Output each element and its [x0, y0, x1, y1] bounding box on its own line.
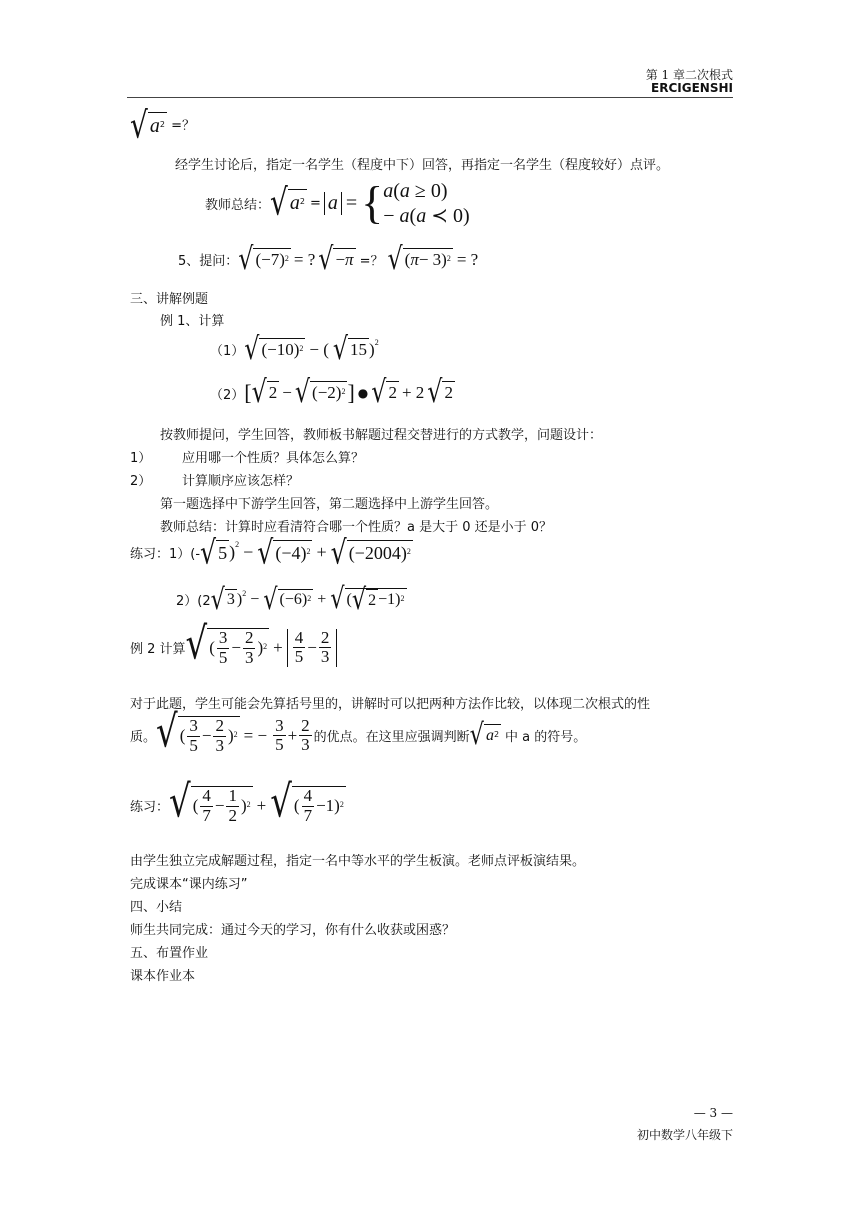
section-4: 四、小结: [130, 900, 183, 915]
question-2-num: 2）: [130, 474, 152, 489]
q5-eq: =？: [359, 254, 384, 270]
question-1: 应用哪一个性质？具体怎么算？: [182, 451, 365, 466]
independent-line: 由学生独立完成解题过程，指定一名中等水平的学生板演。老师点评板演结果。: [130, 854, 586, 869]
practice-1-2: 2）(2 √ 3 )$^2$ − √ (−6) 2 + √ ( √ 2 −1) 2: [176, 581, 405, 617]
select-line: 第一题选择中下游学生回答，第二题选择中上游学生回答。: [160, 497, 499, 512]
header-pinyin: ERCIGENSHI: [651, 81, 733, 95]
summary-2: 教师总结：计算时应看清符合哪一个性质？a 是大于 0 还是小于 0？: [160, 520, 553, 535]
section-5: 五、布置作业: [130, 946, 209, 961]
section-3: 三、讲解例题: [130, 292, 209, 307]
practice-1: 练习：1）(- √ 5 )$^2$ − √ (−4) 2 + √ (−2004) 2: [130, 533, 411, 572]
formula-sqrt-a2: √ a 2 =？: [130, 103, 195, 147]
example-1-item-1: （1） √ (−10) 2 − ( √ 15 )$^2$: [210, 330, 379, 367]
footer-book: 初中数学八年级下: [636, 1128, 733, 1142]
practice1-2-label: 2）(2: [176, 594, 211, 610]
teacher-summary: 教师总结： √ a 2 = a = { a(a ≥ 0) − a(a ≺ 0): [205, 177, 470, 228]
q5-label: 5、提问：: [178, 254, 239, 270]
practice-2: 练习： √ ( $\frac{4}{7}$ − $\frac{1}{2}$ ) 2 + √ ( $\frac{4}{7}$ −1) 2: [130, 776, 344, 829]
practice2-label: 练习：: [130, 800, 170, 816]
teacher-summary-label: 教师总结：: [205, 197, 271, 213]
page-number: — 3 —: [693, 1106, 733, 1120]
example-1-item-2: （2） [ √ 2 − √ (−2) 2 ] ● √ 2 + 2 √ 2: [210, 373, 453, 411]
ex2-text-2: 质。 √ ( $\frac{3}{5}$ − $\frac{2}{3}$ ) 2 = − $\frac{3}{5}$ + $\frac{2}{3}$ 的优点。在这里应强调判断 √ a 2 中 a 的符号。: [130, 706, 587, 759]
header-chapter: 第 1 章二次根式: [645, 68, 733, 82]
question-1-num: 1）: [130, 451, 152, 466]
discussion-line: 经学生讨论后，指定一名学生（程度中下）回答，再指定一名学生（程度较好）点评。: [175, 158, 670, 173]
example-2: 例 2 计算 √ ( $\frac{3}{5}$ − $\frac{2}{3}$ ) 2 + $\frac{4}{5}$ − $\frac{2}{3}$: [130, 628, 337, 667]
together-line: 师生共同完成：通过今天的学习，你有什么收获或困惑？: [130, 923, 456, 938]
ex1-item1-label: （1）: [210, 344, 245, 360]
ex2-label: 例 2 计算: [130, 642, 186, 658]
ex2-text2c: 中 a 的符号。: [505, 730, 587, 746]
homework-line: 课本作业本: [130, 969, 196, 984]
textbook-line: 完成课本“课内练习”: [130, 877, 248, 892]
example-1: 例 1、计算: [160, 314, 225, 329]
ex2-text-1: 对于此题，学生可能会先算括号里的，讲解时可以把两种方法作比较，以体现二次根式的性: [130, 697, 651, 712]
question-5: 5、提问： √ (−7) 2 = ? √ − π =？ √ ( π − 3) 2 = ?: [178, 240, 479, 277]
ex2-text2b: 的优点。在这里应强调判断: [313, 730, 470, 746]
ex2-text2a: 质。: [130, 730, 157, 746]
header-rule: [127, 97, 733, 98]
method-line: 按教师提问，学生回答，教师板书解题过程交替进行的方式教学，问题设计：: [160, 428, 603, 443]
ex1-item2-label: （2）: [210, 387, 245, 403]
practice1-label: 练习：1）(-: [130, 547, 201, 563]
question-2: 计算顺序应该怎样？: [182, 474, 300, 489]
q-eq: =？: [171, 118, 195, 134]
